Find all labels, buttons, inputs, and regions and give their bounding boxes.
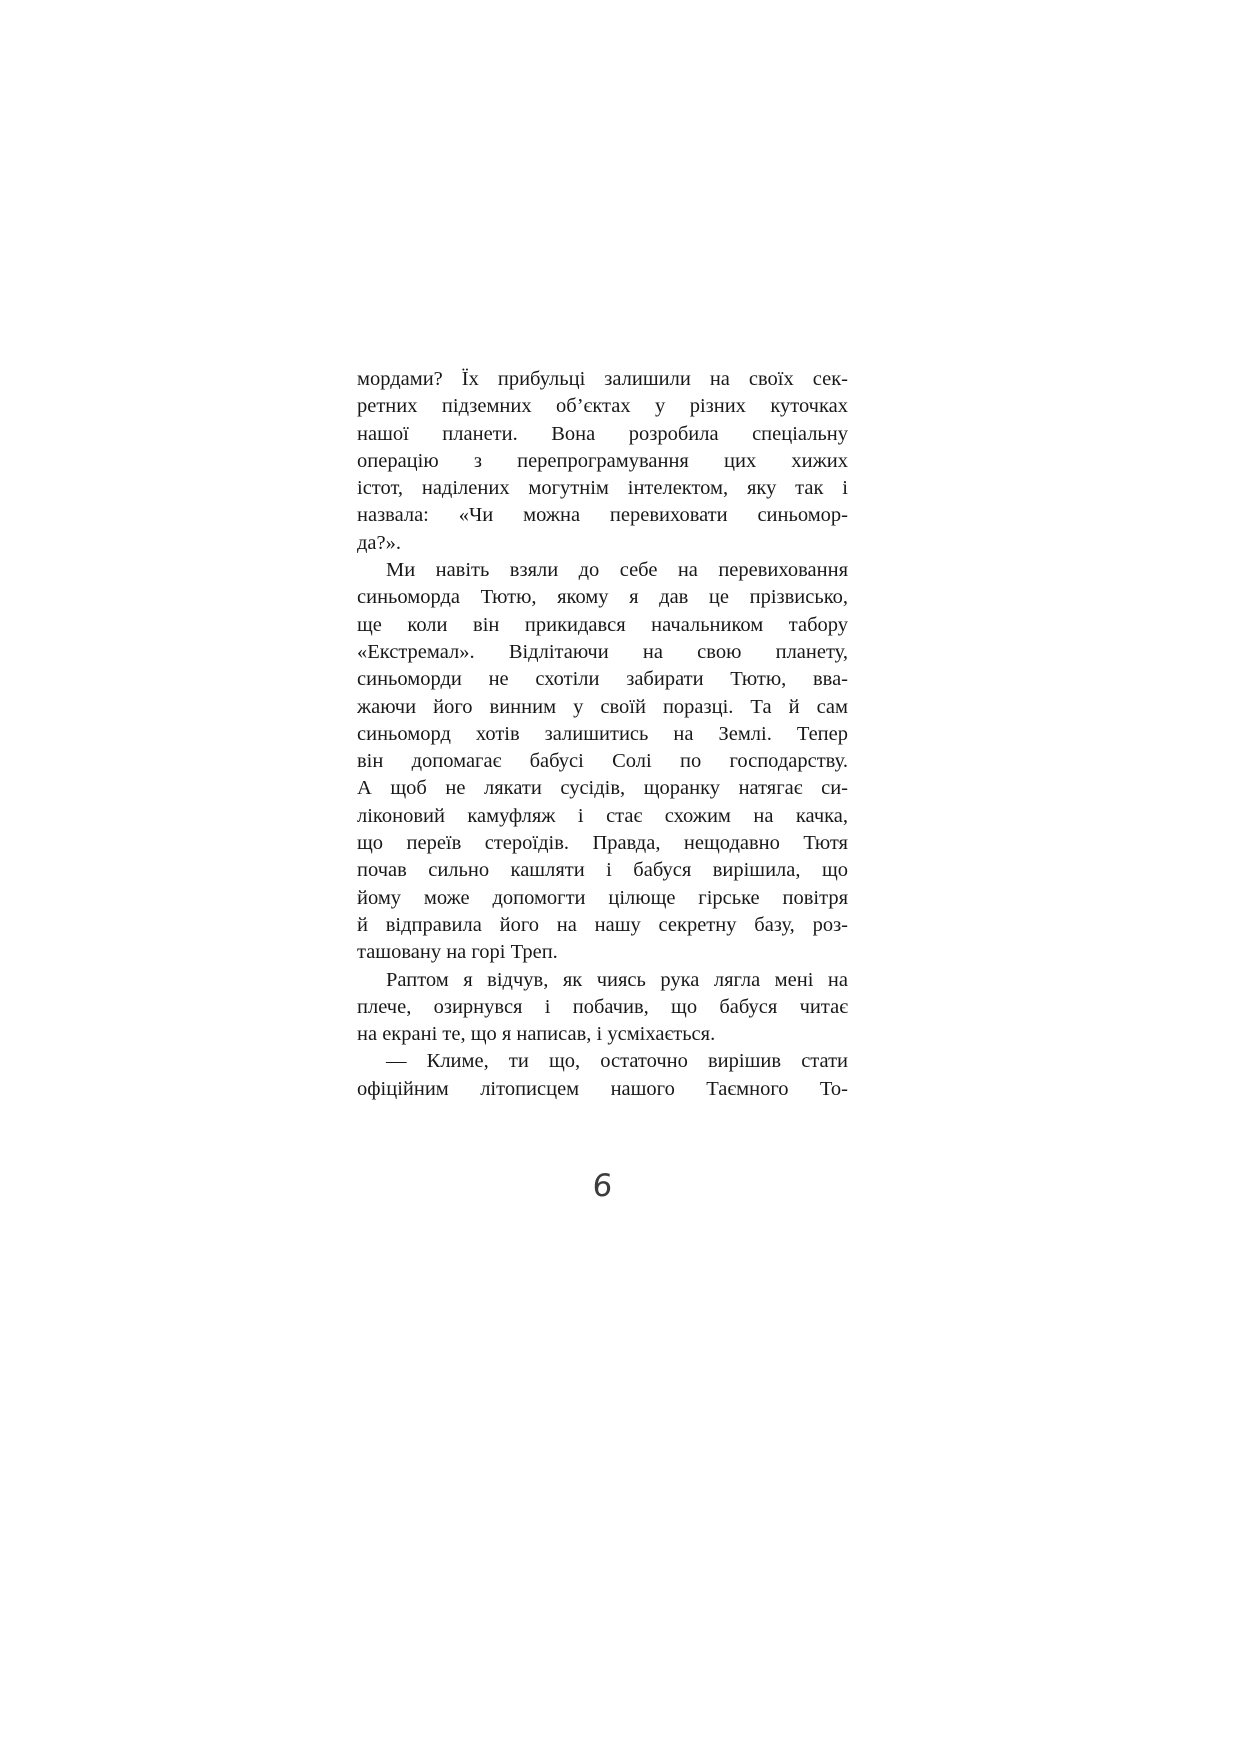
text-line: «Екстремал». Відлітаючи на свою планету, — [357, 640, 848, 663]
text-line: істот, наділених могутнім інтелектом, яку так і — [357, 477, 848, 500]
text-line: ташовану на горі Треп. — [357, 941, 558, 964]
text-line: синьоморд хотів залишитись на Землі. Тепер — [357, 722, 848, 745]
paragraph — [357, 967, 848, 1049]
text-line: на екрані те, що я написав, і усміхається. — [357, 1023, 716, 1046]
book-text — [357, 366, 848, 1103]
text-line: Ми навіть взяли до себе на перевиховання — [386, 559, 848, 582]
text-line: нашої планети. Вона розробила спеціальну — [357, 422, 848, 445]
text-line: жаючи його винним у своїй поразці. Та й сам — [357, 695, 848, 718]
text-line: А щоб не лякати сусідів, щоранку натягає си- — [357, 777, 848, 800]
text-line: й відправила його на нашу секретну базу, роз- — [357, 913, 848, 936]
text-line: почав сильно кашляти і бабуся вирішила, що — [357, 859, 848, 882]
text-line: Раптом я відчув, як чиясь рука лягла мені на — [386, 968, 848, 991]
text-line: назвала: «Чи можна перевиховати синьомор- — [357, 504, 848, 527]
paragraph — [357, 366, 848, 557]
text-line: йому може допомогти цілюще гірське повітря — [357, 886, 848, 909]
paragraph — [357, 557, 848, 966]
text-line: да?». — [357, 531, 402, 554]
text-line: синьоморди не схотіли забирати Тютю, вва- — [357, 668, 848, 691]
page-number: 6 — [591, 1168, 614, 1204]
text-line: що переїв стероїдів. Правда, нещодавно Тютя — [357, 832, 848, 855]
text-line: — Климе, ти що, остаточно вирішив стати — [386, 1050, 848, 1073]
paragraph — [357, 1048, 848, 1103]
text-line: плече, озирнувся і побачив, що бабуся читає — [357, 995, 848, 1018]
text-line: ліконовий камуфляж і стає схожим на качка, — [357, 804, 848, 827]
text-line: операцію з перепрограмування цих хижих — [357, 449, 848, 472]
text-line: мордами? Їх прибульці залишили на своїх сек- — [357, 368, 848, 390]
text-line: ретних підземних об’єктах у різних куточках — [357, 395, 848, 418]
text-line: він допомагає бабусі Солі по господарству. — [357, 750, 848, 773]
text-line: ще коли він прикидався начальником табору — [357, 613, 848, 636]
text-line: офіційним літописцем нашого Таємного То- — [357, 1077, 848, 1100]
text-line: синьоморда Тютю, якому я дав це прізвисько, — [357, 586, 848, 609]
